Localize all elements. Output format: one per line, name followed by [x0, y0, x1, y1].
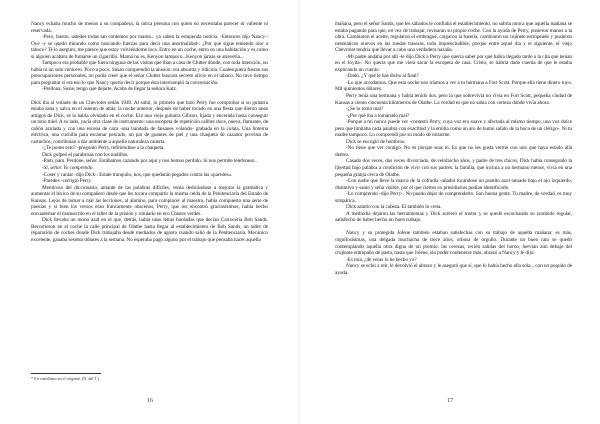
paragraph: Dick asintió con la cabeza. El también lo creía.	[346, 204, 442, 211]
page-number-left: 16	[147, 398, 153, 404]
right-page	[300, 0, 600, 424]
paragraph: Dick se encogió de hombros.	[346, 138, 406, 145]
paragraph: -No tiene que ver contigo. No es porque seas tú. Es que no les gusta verme con uno que haya estado allá dentro.	[335, 145, 572, 158]
paragraph: -Con nadie que lleve la marca de la cofradía -añadió tocándose un puntito azul tatuado bajo el ojo izquierdo, distintivo y santo y seña visible, por el que ciertos ex presidiarios podían identificarle.	[335, 178, 572, 191]
paragraph: -Pam, pam. Perdone, señor. Estábamos cazando por aquí y nos hemos perdido. Si nos permite telefonear...	[42, 158, 258, 165]
paragraph: -¿Por qué iba a tomárselo mal?	[346, 112, 410, 119]
paragraph: -Lo comprendo -dijo Perry-. No puedo dejar de comprenderlo. Son buena gente. Tu madre, de verdad, es muy simpática.	[335, 191, 572, 204]
paragraph: -Lo que acordamos. Que esta noche nos iríamos a ver a tu hermana a Fort Scott. Porque ella tiene dinero tuyo. Mil quinientos dólares.	[335, 79, 572, 93]
paragraph: -Pero, bueno, ustedes todas tan contentos por mamá... ya saben la estupenda noticia. -Entonces dijo Nancy-: Oye -y se quedó mirando como buscando fuerzas para decir una anormalidad-: ¿Por qué sigue teniendo olor a tabaco? Te lo aseguro, me parece que estoy volviéndome loca. Entro en un coche, entro en una habitación y es como si alguien acabara de fumarse un cigarrillo. Mamá no es, Kenyon tampoco...Kenyon jamás se atrevería...	[31, 34, 268, 60]
paragraph: -Es mía, ¿de veras lo he hecho yo?	[346, 256, 417, 263]
paragraph: -Sí, señor. Yo comprendo.	[42, 164, 94, 171]
paragraph: Nancy echaba mucho de menos a su compañera, la única persona con quien no necesitaba parecer ni valiente ni reservada.	[31, 21, 268, 34]
paragraph: -Dado. ¿Y qué le has dicho al final?	[346, 73, 419, 80]
paragraph: Casado dos veces, dos veces divorciado, de veintiocho años, y padre de tres chicos, Dick había conseguido la libertad bajo palabra a condición de vivir con sus padres; la familia, que incluía a un hermano menor, vivía en una pequeña granja cerca de Olathe.	[335, 158, 572, 178]
paragraph: -¿Te pones esto? -preguntó Perry, refiriéndose a la chaqueta.	[42, 145, 165, 152]
paragraph: -¿Se lo tomó mal?	[346, 106, 384, 113]
paragraph: Dick llevaba un mono azul en el que, detrás, había unas letras bordadas que decían Carrocería Bob Sands. Recorrieron en el coche la calle principal de Olathe hasta llegar al establecimiento de Bob Sands, un taller de reparación de coches donde Dick trabajaba desde mediados de agosto cuando salió de la Penitenciaría. Mecánico excelente, ganaba sesenta dólares a la semana. No esperaba pago alguno por el trabajo que pensaba hacer aquella	[31, 217, 268, 243]
paragraph: -Perdona, Susie, tengo que dejarte. Acaba de llegar la señora Katz.	[42, 86, 177, 93]
left-page-text	[31, 21, 268, 244]
page-number-right: 17	[447, 398, 453, 404]
paragraph: Tampoco era probable que fuera ninguna de las visitas que iban a casa de Clutter donde, con toda intención, no había ni un solo cenicero. Poco a poco, Susan comprendió la alusión: era absurda y ridícula. Cualesquiera fueran sus preocupaciones personales, no podía creer que el señor Clutter buscara secreto alivio en el tabaco. No tuvo tiempo para preguntar si era eso lo que Nancy quería decir porque ésta interrumpió la conversación:	[31, 60, 268, 86]
paragraph: Nancy y su protegida Jolene también estaban satisfechas con su trabajo de aquella mañana; es más, orgullosísimas, una delgada muchacha de trece años, orbosa de orgullo. Durante un buen rato se quedó contemplando aquella obra digna de un premio: las cerezas, recién salidas del horno, hervían aún debajo del crujiente entrepaño de pasta, hasta que Jolene, sin poder contenerse más, abrazó a Nancy y le dijo:	[335, 230, 572, 257]
right-page-text	[335, 21, 572, 276]
paragraph: Dick iba al volante de un Chevrolet sedán 1949. Al subir, lo primero que hizo Perry fue comprobar si su guitarra estaba sana y salva en el asiento de atrás; la noche anterior, después de haber tocado en una fiesta que dieron unos amigos de Dick, se la había olvidado en el coche. Era una vieja guitarra Gibson, lijada y encerada hasta conseguir un tono miel. A su lado, yacía otra clase de instrumento: una escopeta de repetición calibre doce, nueva, flamante, de cañón azulado y con una escena de caza -una bandada de faisanes volando- grabada en la culata. Una linterna eléctrica, una cuchilla para escamar pescado, un par de guantes de piel y una chaqueta de cazador provista de cartuchos, contribuían a dar ambiente a aquella naturaleza muerta.	[31, 99, 268, 145]
paragraph: mañana, pero el señor Sands, que les sábados le confiaba el establecimiento, no sabría nunca que aquella mañana se estaba pagando para que, en vez de trabajar, revisaran su propio coche. Con la ayuda de Perry, pusieron manos a la obra. Cambiaron el aceite, regularon el embrague, cargaron la batería, cambiaron un cojinete estropeado y pusieron neumáticos nuevos en las ruedas traseras, todo imprescindible, porque entre aquel día y el siguiente, el viejo Chevrolet tendría que llevar a cabo una verdadera hazaña.	[335, 21, 572, 54]
paragraph: Nancy se echó a reír, le devolvió el abrazo y le aseguró que sí, que lo había hecho ella sola... con un poquito de ayuda.	[335, 263, 572, 276]
footnote: * En castellano en el original. (N. del T.)	[31, 376, 100, 381]
footnote-rule	[31, 373, 101, 374]
paragraph: -Paredes -corrigió Perry.	[42, 178, 92, 185]
paragraph: Perry tenía una hermana y había tenido dos, pero la que sobrevivía no vivía en Fort Scott, pequeña ciudad de Kansas a ciento cincuenta kilómetros de Olathe. La verdad es que no sabía con certeza dónde vivía ahora.	[335, 93, 572, 106]
paragraph: Dick golpeó el parabrisas con los nudillos.	[42, 151, 129, 158]
paragraph: -Porque a mí nunca puede ver -contestó Perry, cuya voz era suave y afectada al mismo tiempo, una voz dulce pero que limitaba cada palabra con exactitud y la emitía como un aro de humo salido de la boca de un clérigo-. Ni tu madre tampoco. Lo comprendí por su modo de mirarme.	[335, 119, 572, 139]
paragraph: Mentiroso del diccionario, amante de las palabras difíciles, venía dedicándose a mejorar la gramática y aumentar el léxico de su compañero desde que les tocara compartir la misma celda de la Penitenciaría del Estado de Kansas. Lejos de tomar a mal las lecciones, al alumno, para complacer al maestro, había compuesto una serie de poesías y si bien los versos eran francamente obscenos, Perry, que los encontró graciosísimos, había hecho encuadernar el manuscrito en el taller de la prisión y rotulado en oro Chistes verdes.	[31, 184, 268, 217]
paragraph: -Mi padre andaba por allí -le dijo Dick a Perry que quería saber por qué había llegado tarde a la cita que tenían en el Joyita-. No quería que me viera sacar la escopeta de casa. Cristo, se habría dado cuenta de que le estaba explicando un cuento.	[335, 53, 572, 73]
paragraph: A mediodía dejaron las herramientas y Dick aceleró el motor y se quedó escuchando su zumbido regular, satisfecho de haber hecho un buen trabajo.	[335, 210, 572, 224]
paragraph: -Coser y cantar -dijo Dick-. Estate tranquilo, nos, que quedarán pegados contra las «paredes».	[42, 171, 233, 178]
